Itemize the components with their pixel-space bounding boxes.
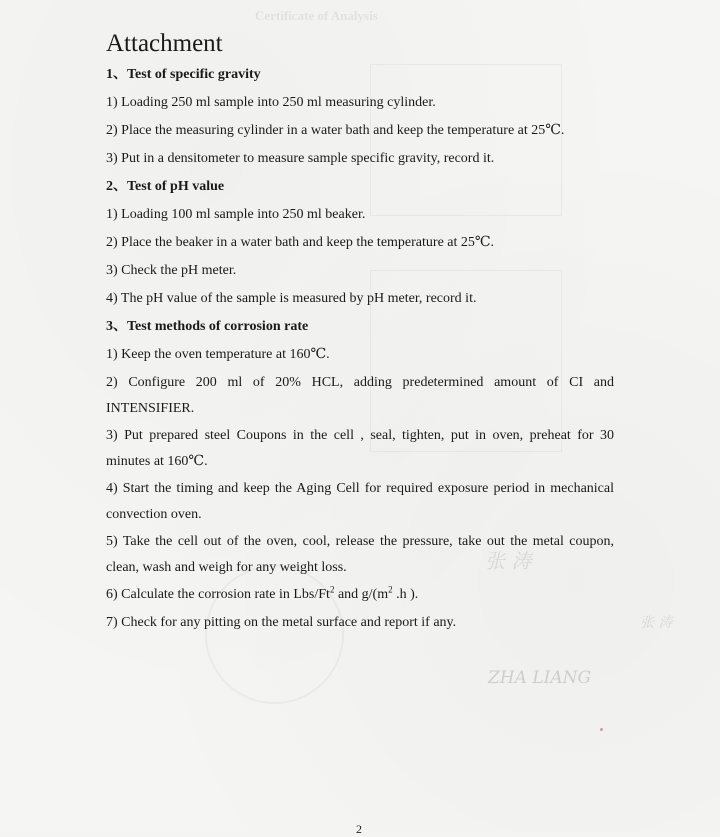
page-number: 2	[356, 822, 362, 836]
list-item: 3) Put in a densitometer to measure sample specific gravity, record it.	[106, 151, 495, 166]
list-item: 4) Start the timing and keep the Aging Cell for required exposure period in mechanical convection oven.	[106, 481, 614, 522]
list-item-text: .h ).	[392, 587, 419, 602]
section-heading: 2、Test of pH value	[106, 179, 225, 194]
list-item: 2) Configure 200 ml of 20% HCL, adding predetermined amount of CI and INTENSIFIER.	[106, 375, 614, 416]
bleed-through-signature: 张 涛	[640, 615, 673, 631]
bleed-through-title: Certificate of Analysis	[255, 8, 378, 23]
list-item	[106, 586, 614, 604]
superscript: 2	[329, 584, 335, 595]
list-item: 3) Check the pH meter.	[106, 263, 237, 278]
section-heading: 1、Test of specific gravity	[106, 67, 261, 82]
list-item: 2) Place the measuring cylinder in a water bath and keep the temperature at 25℃.	[106, 123, 565, 138]
list-item: 5) Take the cell out of the oven, cool, release the pressure, take out the metal coupon, clean, wash and weigh for any weight loss.	[106, 534, 614, 575]
list-item: 1) Loading 250 ml sample into 250 ml measuring cylinder.	[106, 95, 436, 110]
list-item: 7) Check for any pitting on the metal surface and report if any.	[106, 615, 457, 630]
list-item: 4) The pH value of the sample is measured by pH meter, record it.	[106, 291, 477, 306]
list-item: 2) Place the beaker in a water bath and keep the temperature at 25℃.	[106, 235, 495, 250]
page-title: Attachment	[106, 30, 223, 57]
list-item: 1) Keep the oven temperature at 160℃.	[106, 347, 330, 362]
list-item: 3) Put prepared steel Coupons in the cell , seal, tighten, put in oven, preheat for 30 minutes at 160℃.	[106, 428, 614, 469]
ink-speck	[600, 728, 603, 731]
section-heading: 3、Test methods of corrosion rate	[106, 319, 309, 334]
document-body	[106, 28, 614, 642]
superscript: 2	[388, 584, 393, 595]
bleed-through-signature: ZHA LIANG	[488, 668, 592, 688]
list-item: 1) Loading 100 ml sample into 250 ml beaker.	[106, 207, 366, 222]
list-item-text: and g/(m	[334, 587, 389, 602]
bleed-through-signature: 张 涛	[485, 549, 532, 573]
list-item-text: 6) Calculate the corrosion rate in Lbs/Ft	[106, 587, 330, 602]
